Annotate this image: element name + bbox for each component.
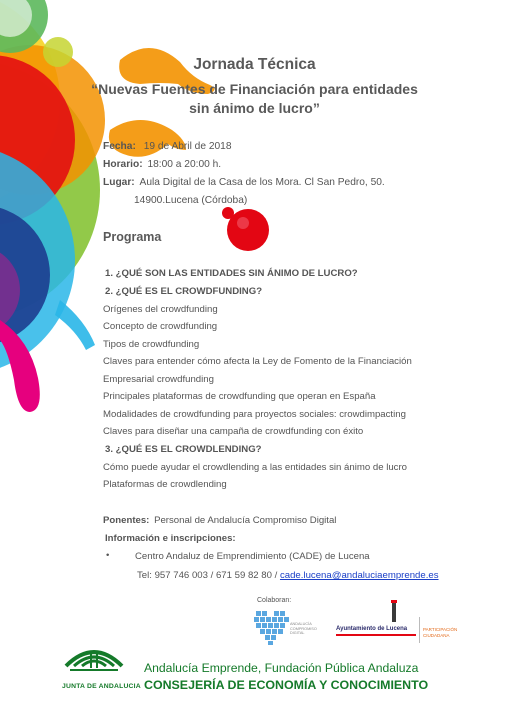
participacion-text: PARTICIPACIÓN CIUDADANA [423,627,458,638]
program-item: Cómo puede ayudar el crowdlending a las entidades sin ánimo de lucro [103,462,407,473]
info-tel: Tel: 957 746 003 / 671 59 82 80 / [137,570,278,581]
lugar-row [103,177,385,188]
program-item: Empresarial crowdfunding [103,374,214,385]
junta-text: JUNTA DE ANDALUCIA [62,683,141,690]
subtitle-line-1: “Nuevas Fuentes de Financiación para entidades [91,81,418,97]
lugar-value-2: 14900.Lucena (Córdoba) [134,195,248,206]
lucena-underline [336,634,416,636]
program-item: 2. ¿QUÉ ES EL CROWDFUNDING? [105,286,263,297]
footer-line-1: Andalucía Emprende, Fundación Pública Andaluza [144,661,419,675]
program-item: Tipos de crowdfunding [103,339,200,350]
program-item: Claves para diseñar una campaña de crowdfunding con éxito [103,426,364,437]
ponentes-value: Personal de Andalucía Compromiso Digital [154,515,337,526]
program-item: 1. ¿QUÉ SON LAS ENTIDADES SIN ÁNIMO DE LUCRO? [105,268,358,279]
logo-divider [419,617,420,643]
info-bullet: • [106,550,110,561]
footer-line-2: CONSEJERÍA DE ECONOMÍA Y CONOCIMIENTO [144,678,429,692]
program-item: Principales plataformas de crowdfunding que operan en España [103,391,376,402]
colaboran-label: Colaboran: [257,597,292,604]
ponentes-row [103,515,336,526]
program-item: Claves para entender cómo afecta la Ley de Fomento de la Financiación [103,356,412,367]
fecha-row [103,141,231,152]
junta-andalucia-logo [62,642,126,680]
lucena-tower-icon [388,600,400,624]
program-item: Plataformas de crowdlending [103,479,227,490]
horario-row [103,159,221,170]
program-item: 3. ¿QUÉ ES EL CROWDLENDING? [105,444,262,455]
fecha-value: 19 de Abril de 2018 [143,141,232,152]
page-title: Jornada Técnica [193,56,316,73]
lucena-text: Ayuntamiento de Lucena [336,626,408,632]
program-item: Concepto de crowdfunding [103,321,218,332]
fecha-label: Fecha: [103,141,136,152]
lugar-label: Lugar: [103,177,135,188]
program-item: Modalidades de crowdfunding para proyectos sociales: crowdimpacting [103,409,406,420]
horario-label: Horario: [103,159,143,170]
info-center: Centro Andaluz de Emprendimiento (CADE) de Lucena [135,551,370,562]
program-item: Orígenes del crowdfunding [103,304,218,315]
info-contact-row [137,570,439,581]
horario-value: 18:00 a 20:00 h. [147,159,222,170]
lugar-value: Aula Digital de la Casa de los Mora. Cl San Pedro, 50. [139,177,385,188]
info-heading: Información e inscripciones: [105,533,236,544]
logo1-text: ANDALUCÍA COMPROMISO DIGITAL [290,622,317,635]
ponentes-label: Ponentes: [103,515,150,526]
subtitle-line-2: sin ánimo de lucro” [189,100,320,116]
email-link[interactable]: cade.lucena@andaluciaemprende.es [279,570,439,581]
programa-heading: Programa [103,230,162,244]
